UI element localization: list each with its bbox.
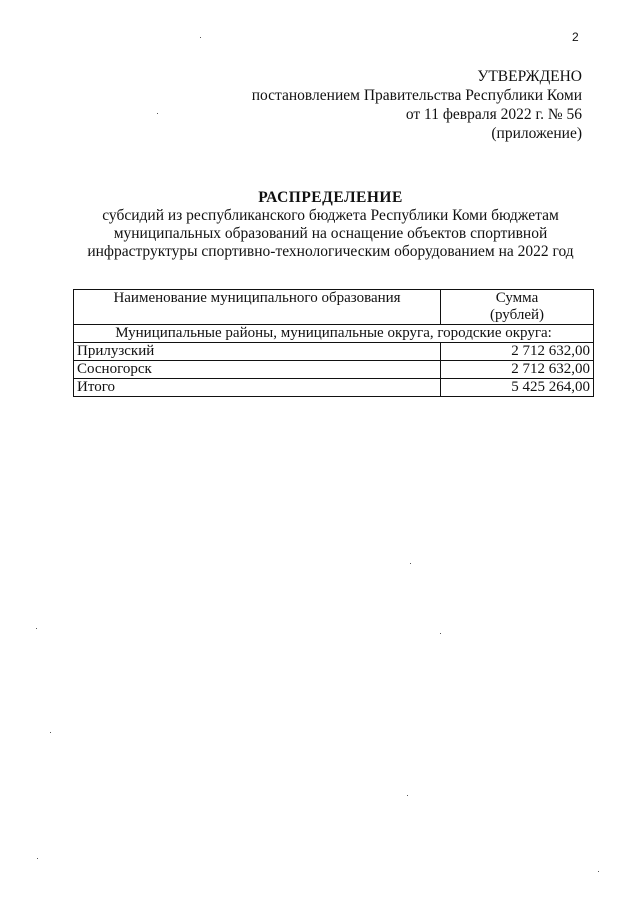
approval-line-resolution: постановлением Правительства Республики Коми (251, 87, 582, 104)
table-total-row (74, 379, 594, 397)
scan-speck (410, 563, 411, 564)
scan-speck (200, 37, 201, 38)
scan-speck (37, 858, 38, 859)
scan-speck (407, 795, 408, 796)
header-sum-label: Сумма (495, 290, 539, 306)
document-title: РАСПРЕДЕЛЕНИЕ (258, 189, 403, 206)
scan-speck (440, 633, 441, 634)
approval-stamp (252, 67, 582, 143)
scan-speck (598, 871, 599, 872)
subtitle-line: муниципальных образований на оснащение объектов спортивной (113, 225, 548, 242)
table-section-row (74, 325, 594, 343)
scan-speck (157, 113, 158, 114)
table-header-row (74, 290, 594, 325)
page-number: 2 (572, 30, 579, 44)
total-label: Итого (74, 379, 441, 397)
title-block (58, 188, 603, 261)
municipality-sum: 2 712 632,00 (441, 343, 594, 361)
subtitle-line: субсидий из республиканского бюджета Республики Коми бюджетам (102, 207, 559, 224)
municipality-name: Прилузский (74, 343, 441, 361)
scan-speck (36, 628, 37, 629)
header-sum-unit: (рублей) (489, 307, 545, 323)
header-sum (441, 290, 594, 325)
document-subtitle (58, 207, 603, 261)
approval-line-date-number: от 11 февраля 2022 г. № 56 (405, 106, 582, 123)
municipality-sum: 2 712 632,00 (441, 361, 594, 379)
municipality-name: Сосногорск (74, 361, 441, 379)
table-row (74, 361, 594, 379)
table-row (74, 343, 594, 361)
subtitle-line: инфраструктуры спортивно-технологическим оборудованием на 2022 год (87, 243, 574, 260)
approval-line-appendix: (приложение) (491, 125, 582, 142)
approval-line-approved: УТВЕРЖДЕНО (477, 68, 582, 85)
header-municipality-name: Наименование муниципального образования (74, 290, 441, 325)
scan-speck (50, 732, 51, 733)
distribution-table (73, 289, 594, 397)
section-label: Муниципальные районы, муниципальные округа, городские округа: (74, 325, 594, 343)
total-sum: 5 425 264,00 (441, 379, 594, 397)
